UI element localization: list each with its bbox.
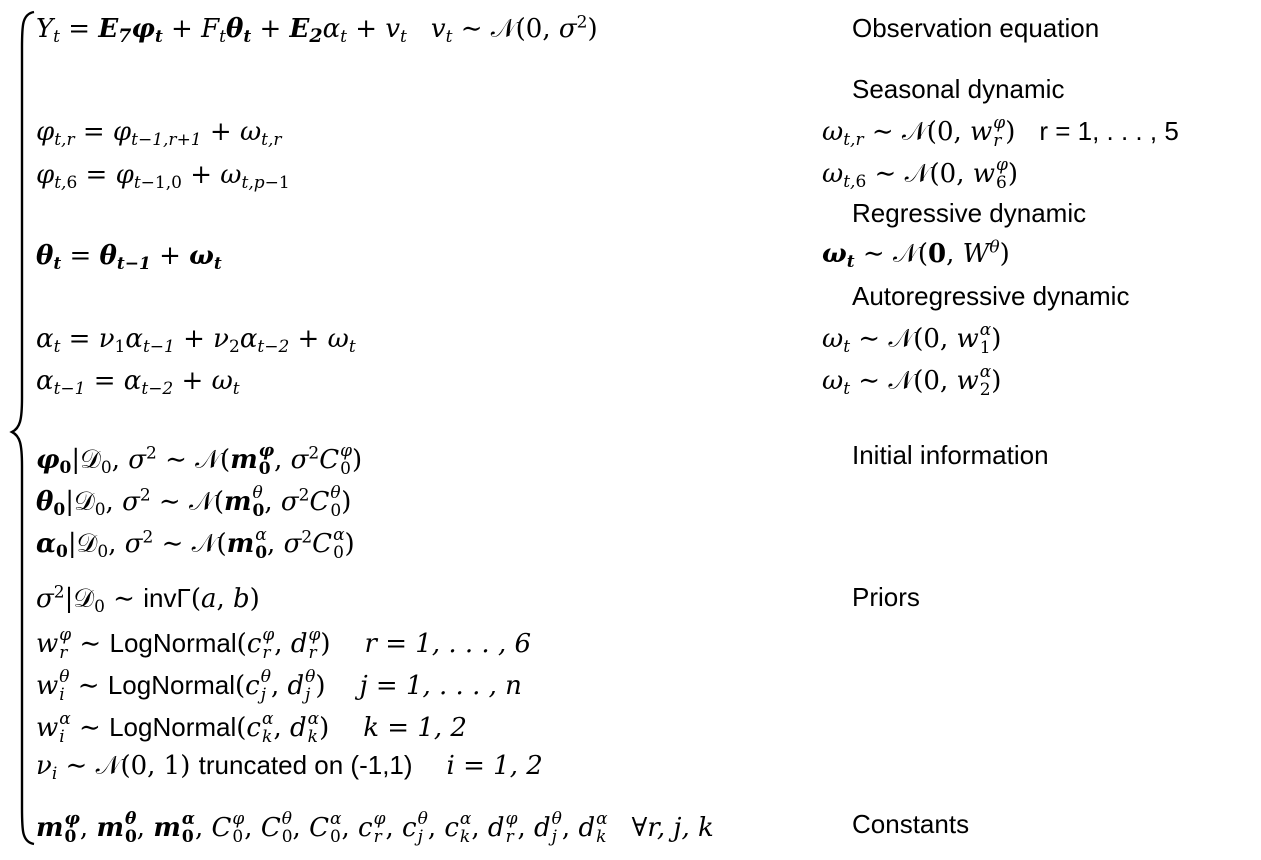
label-observation-equation: Observation equation (852, 13, 1100, 43)
prior-nu: $\nu_i$ ∼ 𝒩(0, 1) truncated on (-1,1) i = 1, 2 (36, 750, 543, 785)
ar-error-1: $\omega_t$ ∼ 𝒩(0, w α 1 ) (822, 320, 1002, 358)
prior-sigma: $\sigma^2|𝒟_0$ ∼ invΓ(a, b) (36, 582, 260, 618)
left-brace (8, 8, 38, 848)
prior-range-j: j = 1, . . . , n (359, 670, 522, 701)
lognormal-text-2: LogNormal (107, 669, 236, 700)
ar-error-2: $\omega_t$ ∼ 𝒩(0, w α 2 ) (822, 362, 1002, 400)
prior-w-theta: w θ i ∼ LogNormal(c θ j , d θ j ) j = 1, . . . , n (36, 667, 522, 705)
label-autoregressive-dynamic: Autoregressive dynamic (852, 281, 1130, 311)
invgamma-text: invΓ (143, 583, 191, 613)
initial-phi: φ0|𝒟$_0$, $\sigma^2$ ∼ 𝒩(m φ 0 , $\sigma^2C$ φ 0 ) (36, 441, 363, 479)
prior-w-alpha: w α i ∼ LogNormal(c α k , d α k ) k = 1, 2 (36, 709, 467, 747)
seasonal-equation-r: $\varphi_{t,r} = \varphi_{t-1,r+1} + \omega_{t,r}$ (36, 117, 282, 151)
regressive-error: $\omega_t$ ∼ 𝒩(0, $W^\theta$) (822, 237, 1010, 273)
seasonal-equation-6: $\varphi_{t,}6 = \varphi_{t-}1,0 + \omega_{t,p-}1$ (36, 160, 290, 194)
ar-equation-1: $\alpha_t = \nu_1\alpha_{t-1} + \nu_2\alpha_{t-2} + \omega_t$ (36, 324, 356, 358)
label-seasonal-dynamic: Seasonal dynamic (852, 74, 1065, 104)
forall-range: ∀r, j, k (631, 812, 714, 843)
seasonal-error-6: $\omega_{t,}6$ ∼ 𝒩(0, w φ 6 ) (822, 155, 1019, 193)
label-priors: Priors (852, 582, 920, 612)
observation-equation: $Y_t = E7\varphi_t + F_t\theta_t + E2\alpha_t + v_t$ $v_t$ ∼ 𝒩(0, $\sigma^2$) (36, 12, 598, 48)
prior-range-k: k = 1, 2 (363, 712, 467, 743)
label-constants: Constants (852, 809, 970, 839)
initial-alpha: α0|𝒟$_0$, $\sigma^2$ ∼ 𝒩(m α 0 , $\sigma^2C$ α 0 ) (36, 525, 355, 563)
constants-list: m φ 0 , m θ 0 , m α 0 , C φ 0 , C θ 0 , C α 0 , c φ r , c θ j , c α k , d φ r , d θ j , d α k ∀r, j, k (36, 809, 714, 847)
prior-w-phi: w φ r ∼ LogNormal(c φ r , d φ r ) r = 1, . . . , 6 (36, 625, 532, 663)
truncated-text: truncated on (-1,1) (198, 750, 413, 780)
seasonal-error-r: $\omega_{t,r}$ ∼ 𝒩(0, w φ r ) r = 1, . . . , 5 (822, 113, 1179, 151)
ar-equation-2: $\alpha_{t-1} = \alpha_{t-2} + \omega_t$ (36, 366, 240, 400)
lognormal-text-1: LogNormal (109, 627, 237, 658)
label-initial-information: Initial information (852, 440, 1049, 470)
label-regressive-dynamic: Regressive dynamic (852, 198, 1087, 228)
prior-range-r: r = 1, . . . , 6 (364, 628, 532, 659)
initial-theta: θ0|𝒟$_0$, $\sigma^2$ ∼ 𝒩(m θ 0 , $\sigma^2C$ θ 0 ) (36, 483, 352, 521)
seasonal-range: r = 1, . . . , 5 (1039, 115, 1179, 146)
lognormal-text-3: LogNormal (109, 711, 237, 742)
prior-range-i: i = 1, 2 (446, 751, 543, 781)
regressive-equation: $\theta_t = \theta_{t-1} + \omega_t$ (36, 241, 222, 275)
